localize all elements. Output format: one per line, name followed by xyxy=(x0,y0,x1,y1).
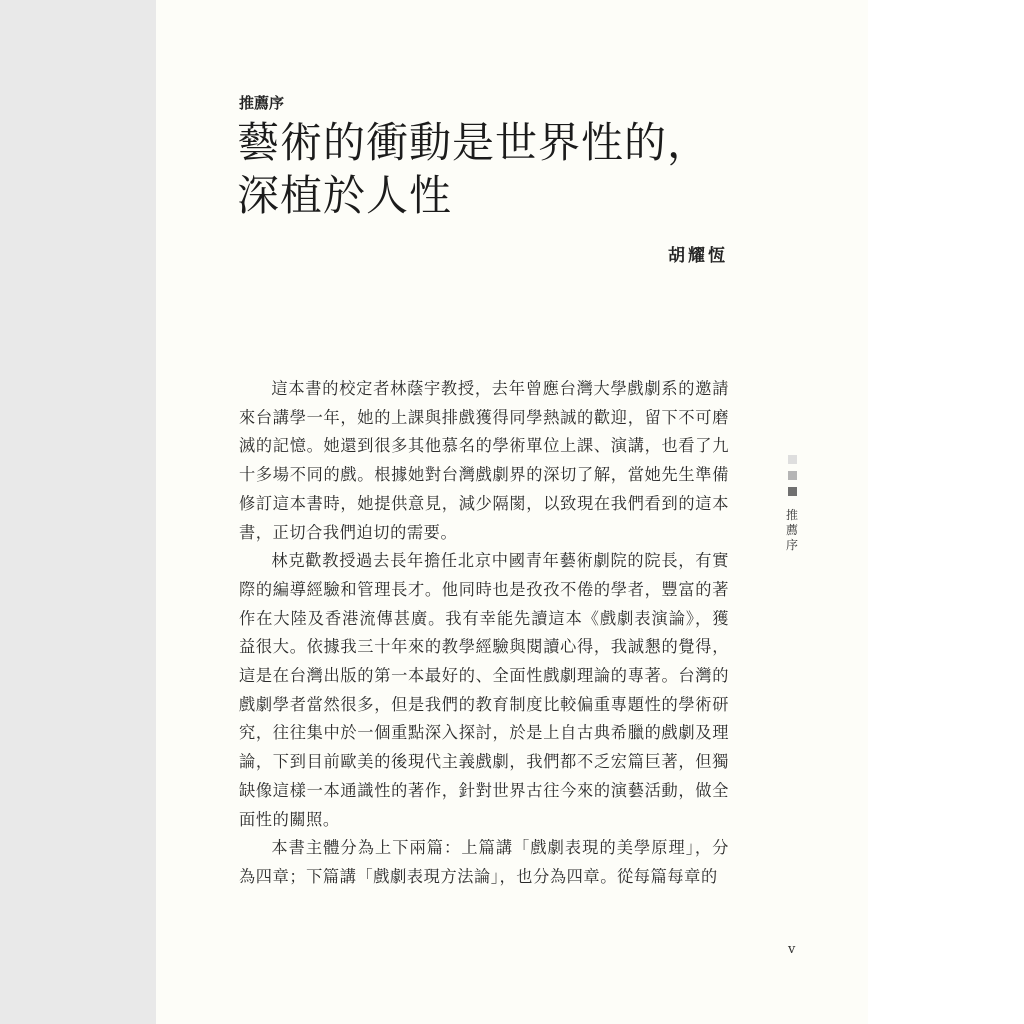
scan-left-shadow xyxy=(0,0,156,1024)
page-title xyxy=(237,116,737,222)
side-tab-label: 推薦序 xyxy=(785,508,798,552)
page-number: v xyxy=(788,942,796,957)
paragraph-1: 這本書的校定者林蔭宇教授，去年曾應台灣大學戲劇系的邀請來台講學一年，她的上課與排戲獲得同學熱誠的歡迎，留下不可磨滅的記憶。她還到很多其他慕名的學術單位上課、演講，也看了九十多場不同的戲。根據她對台灣戲劇界的深切了解，當她先生準備修訂這本書時，她提供意見，減少隔閡，以致現在我們看到的這本書，正切合我們迫切的需要。 xyxy=(239,379,729,542)
title-line-1: 藝術的衝動是世界性的， xyxy=(237,118,711,167)
paragraph-2: 林克歡教授過去長年擔任北京中國青年藝術劇院的院長，有實際的編導經驗和管理長才。他同時也是孜孜不倦的學者，豐富的著作在大陸及香港流傳甚廣。我有幸能先讀這本《戲劇表演論》，獲益很大。依據我三十年來的教學經驗與閱讀心得，我誠懇的覺得，這是在台灣出版的第一本最好的、全面性戲劇理論的專著。台灣的戲劇學者當然很多，但是我們的教育制度比較偏重專題性的學術研究，往往集中於一個重點深入探討，於是上自古典希臘的戲劇及理論，下到目前歐美的後現代主義戲劇，我們都不乏宏篇巨著，但獨缺像這樣一本通識性的著作，針對世界古往今來的演藝活動，做全面性的關照。 xyxy=(239,551,729,829)
tab-square-medium xyxy=(788,471,797,480)
body-text xyxy=(239,375,729,892)
author-name: 胡耀恆 xyxy=(668,246,728,266)
scan-right-margin xyxy=(868,0,1024,1024)
side-tab xyxy=(785,455,799,553)
tab-square-light xyxy=(788,455,797,464)
tab-square-dark xyxy=(788,487,797,496)
title-line-2: 深植於人性 xyxy=(237,171,453,220)
paragraph-3: 本書主體分為上下兩篇：上篇講「戲劇表現的美學原理」，分為四章；下篇講「戲劇表現方法論」，也分為四章。從每篇每章的 xyxy=(239,838,729,886)
section-label: 推薦序 xyxy=(239,94,285,112)
